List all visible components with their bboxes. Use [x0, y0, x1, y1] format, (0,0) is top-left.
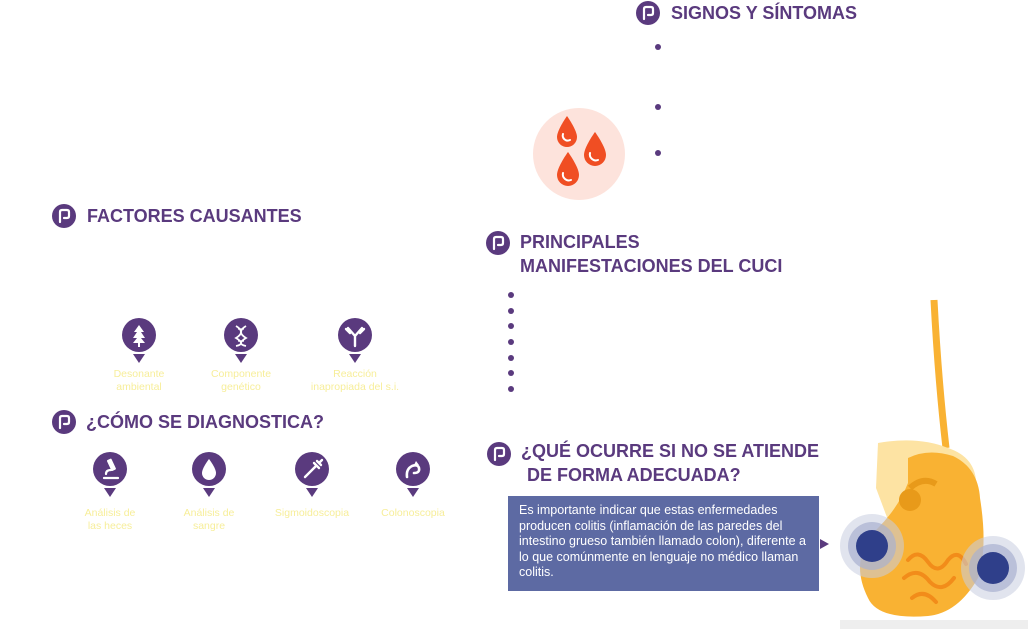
- diagnostic-label: Colonoscopia: [381, 507, 445, 519]
- microscope-icon: [93, 452, 127, 486]
- diagnostic-pin-sangre: [191, 452, 227, 498]
- factor-pin-reaccion: [337, 318, 373, 364]
- antibody-icon: [338, 318, 372, 352]
- diagnostic-label: Sigmoidoscopia: [274, 507, 350, 519]
- factor-label: Desonante ambiental: [113, 368, 165, 393]
- bullet: [508, 308, 514, 314]
- bullet: [655, 150, 661, 156]
- bullet: [655, 104, 661, 110]
- factor-pin-genetico: [223, 318, 259, 364]
- intestine-icon: [487, 442, 511, 466]
- diagnostic-label: Análisis de sangre: [183, 507, 235, 532]
- intestine-icon: [636, 1, 660, 25]
- factor-pin-ambiental: [121, 318, 157, 364]
- blood-drops-icon: [533, 108, 625, 200]
- diagnostic-pin-heces: [92, 452, 128, 498]
- section-title-signos: SIGNOS Y SÍNTOMAS: [671, 3, 858, 23]
- diagnostic-pin-sigmoidoscopia: [294, 452, 330, 498]
- diagnostic-label: Análisis de las heces: [84, 507, 136, 532]
- syringe-icon: [295, 452, 329, 486]
- intestine-icon: [52, 410, 76, 434]
- pointer-arrow: [820, 539, 829, 549]
- diagnostic-pin-colonoscopia: [395, 452, 431, 498]
- section-title-factores: FACTORES CAUSANTES: [87, 206, 302, 226]
- colon-icon: [396, 452, 430, 486]
- factor-label: Componente genético: [210, 368, 272, 393]
- section-title-manifestaciones: PRINCIPALES MANIFESTACIONES DEL CUCI: [520, 232, 783, 276]
- dna-icon: [224, 318, 258, 352]
- tree-icon: [122, 318, 156, 352]
- intestine-icon: [52, 204, 76, 228]
- bullet: [508, 386, 514, 392]
- section-title-ocurre: ¿QUÉ OCURRE SI NO SE ATIENDE DE FORMA ADECUADA?: [521, 441, 820, 485]
- blood-drop-icon: [192, 452, 226, 486]
- intestine-icon: [486, 231, 510, 255]
- bullet: [508, 355, 514, 361]
- bullet: [508, 370, 514, 376]
- bullet: [655, 44, 661, 50]
- bullet: [508, 292, 514, 298]
- bullet: [508, 323, 514, 329]
- section-title-diagnostico: ¿CÓMO SE DIAGNOSTICA?: [86, 412, 324, 432]
- bullet: [508, 339, 514, 345]
- digestive-system-illustration: [838, 298, 1028, 629]
- factor-label: Reacción inapropiada del s.i.: [310, 368, 400, 393]
- info-text-box: Es importante indicar que estas enfermedades producen colitis (inflamación de las paredes del intestino grueso también llamado colon), diferente a lo que comúnmente en lenguaje no médico llaman colitis.: [508, 496, 819, 591]
